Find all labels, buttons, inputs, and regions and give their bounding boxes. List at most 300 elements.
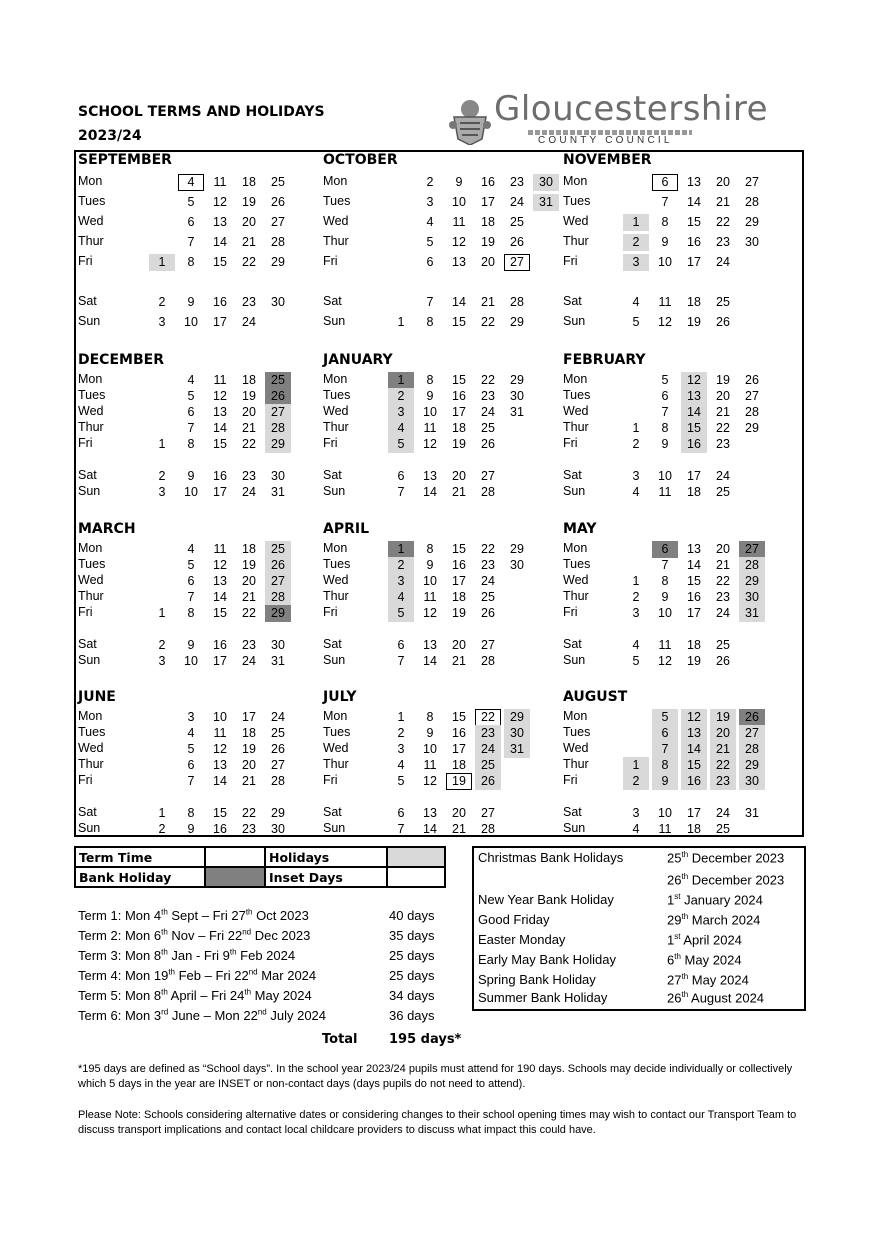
calendar-day: 16 <box>481 175 495 189</box>
calendar-day: 27 <box>265 404 291 421</box>
calendar-day: 1 <box>158 437 166 451</box>
calendar-day: 22 <box>710 757 736 774</box>
bank-holiday-list <box>472 846 806 1011</box>
month-name: APRIL <box>323 521 370 537</box>
weekday-label: Mon <box>563 174 588 188</box>
calendar-day: 4 <box>388 420 414 437</box>
calendar-day: 2 <box>388 388 414 405</box>
calendar-day: 26 <box>510 235 524 249</box>
calendar-day: 7 <box>397 654 405 668</box>
term-row <box>78 968 458 983</box>
calendar-day: 17 <box>687 255 701 269</box>
calendar-day: 9 <box>187 822 195 836</box>
calendar-day: 25 <box>271 726 285 740</box>
calendar-day: 18 <box>452 421 466 435</box>
calendar-day: 31 <box>533 194 559 211</box>
calendar-day: 3 <box>158 315 166 329</box>
calendar-day: 10 <box>658 806 672 820</box>
calendar-day: 8 <box>187 606 195 620</box>
calendar-day: 7 <box>652 741 678 758</box>
month-name: SEPTEMBER <box>78 152 172 168</box>
calendar-day: 4 <box>426 215 434 229</box>
weekday-label: Sat <box>78 637 97 651</box>
weekday-label: Sat <box>323 468 342 482</box>
legend-inset-days-swatch <box>387 867 445 887</box>
calendar-day: 5 <box>187 558 195 572</box>
calendar-day: 12 <box>658 654 672 668</box>
calendar-day: 31 <box>504 741 530 758</box>
term-row <box>78 928 458 943</box>
weekday-label: Thur <box>323 589 349 603</box>
weekday-label: Tues <box>323 194 351 208</box>
calendar-day: 25 <box>716 295 730 309</box>
calendar-day: 15 <box>213 437 227 451</box>
calendar-day: 19 <box>687 315 701 329</box>
weekday-label: Thur <box>563 589 589 603</box>
weekday-label: Thur <box>78 420 104 434</box>
calendar-day: 11 <box>213 175 227 189</box>
calendar-day: 27 <box>481 469 495 483</box>
calendar-day: 18 <box>452 590 466 604</box>
calendar-day: 14 <box>687 558 701 572</box>
school-year: 2023/24 <box>78 128 142 144</box>
weekday-label: Sun <box>323 653 346 667</box>
calendar-day: 14 <box>213 421 227 435</box>
weekday-label: Fri <box>78 254 93 268</box>
calendar-day: 22 <box>716 215 730 229</box>
calendar-day: 16 <box>452 726 466 740</box>
calendar-day: 30 <box>504 725 530 742</box>
calendar-day: 21 <box>716 558 730 572</box>
calendar-day: 15 <box>681 420 707 437</box>
calendar-day: 15 <box>213 255 227 269</box>
calendar-day: 16 <box>681 436 707 453</box>
weekday-label: Sun <box>78 314 101 328</box>
calendar-day: 29 <box>739 573 765 590</box>
calendar-day: 7 <box>426 295 434 309</box>
calendar-day: 4 <box>632 485 640 499</box>
calendar-day: 10 <box>423 405 437 419</box>
calendar-day: 13 <box>687 175 701 189</box>
calendar-day: 20 <box>242 405 256 419</box>
calendar-day: 9 <box>426 726 434 740</box>
weekday-label: Thur <box>563 757 589 771</box>
calendar-day: 8 <box>187 806 195 820</box>
calendar-day: 4 <box>632 638 640 652</box>
calendar-day: 30 <box>271 469 285 483</box>
calendar-day: 23 <box>242 295 256 309</box>
weekday-label: Fri <box>78 436 93 450</box>
calendar-day: 8 <box>187 437 195 451</box>
calendar-day: 29 <box>510 373 524 387</box>
weekday-label: Wed <box>563 214 589 228</box>
weekday-label: Thur <box>323 420 349 434</box>
calendar-day: 10 <box>184 485 198 499</box>
calendar-day: 15 <box>213 806 227 820</box>
calendar-day: 3 <box>623 254 649 271</box>
weekday-label: Tues <box>78 388 106 402</box>
calendar-day: 24 <box>271 710 285 724</box>
legend-holidays-swatch <box>387 847 445 867</box>
calendar-day: 18 <box>242 373 256 387</box>
calendar-day: 9 <box>426 558 434 572</box>
calendar-day: 17 <box>687 469 701 483</box>
calendar-day: 22 <box>481 542 495 556</box>
calendar-day: 6 <box>652 174 678 191</box>
calendar-day: 24 <box>716 606 730 620</box>
calendar-day: 23 <box>510 175 524 189</box>
weekday-label: Fri <box>563 254 578 268</box>
calendar-day: 30 <box>739 773 765 790</box>
calendar-day: 7 <box>187 235 195 249</box>
term-label: Term 2: Mon 6th Nov – Fri 22nd Dec 2023 <box>78 928 311 944</box>
term-row <box>78 908 458 923</box>
calendar-day: 17 <box>213 654 227 668</box>
calendar-day: 5 <box>652 709 678 726</box>
calendar-day: 9 <box>426 389 434 403</box>
calendar-day: 9 <box>187 638 195 652</box>
term-label: Term 5: Mon 8th April – Fri 24th May 2024 <box>78 988 312 1004</box>
calendar-day: 13 <box>452 255 466 269</box>
month-name: NOVEMBER <box>563 152 652 168</box>
bank-holiday-date: 6th May 2024 <box>667 952 742 968</box>
calendar-day: 14 <box>213 590 227 604</box>
calendar-day: 23 <box>242 638 256 652</box>
calendar-day: 16 <box>213 295 227 309</box>
weekday-label: Mon <box>323 709 348 723</box>
weekday-label: Tues <box>323 725 351 739</box>
calendar-day: 16 <box>687 590 701 604</box>
weekday-label: Tues <box>323 557 351 571</box>
bank-holiday-date: 27th May 2024 <box>667 972 749 988</box>
calendar-day: 24 <box>716 255 730 269</box>
weekday-label: Sat <box>323 294 342 308</box>
calendar-day: 19 <box>452 606 466 620</box>
calendar-day: 1 <box>388 541 414 558</box>
calendar-day: 17 <box>452 742 466 756</box>
term-days: 36 days <box>389 1008 435 1023</box>
total-days: 195 days* <box>389 1032 462 1047</box>
calendar-day: 27 <box>504 254 530 271</box>
calendar-day: 22 <box>242 606 256 620</box>
calendar-day: 28 <box>271 235 285 249</box>
calendar-day: 16 <box>452 389 466 403</box>
total-label: Total <box>322 1032 358 1047</box>
legend-term-time-label: Term Time <box>75 847 205 867</box>
calendar-day: 16 <box>213 469 227 483</box>
calendar-day: 31 <box>271 485 285 499</box>
term-label: Term 3: Mon 8th Jan - Fri 9th Feb 2024 <box>78 948 296 964</box>
term-row <box>78 1008 458 1023</box>
bank-holiday-name: New Year Bank Holiday <box>478 892 614 907</box>
calendar-day: 7 <box>187 590 195 604</box>
weekday-label: Tues <box>563 557 591 571</box>
weekday-label: Sat <box>563 468 582 482</box>
calendar-day: 4 <box>397 758 405 772</box>
calendar-day: 19 <box>446 773 472 790</box>
calendar-day: 16 <box>681 773 707 790</box>
weekday-label: Thur <box>78 589 104 603</box>
calendar-day: 7 <box>187 421 195 435</box>
bank-holiday-row <box>478 972 749 988</box>
calendar-day: 27 <box>481 806 495 820</box>
calendar-day: 11 <box>213 726 227 740</box>
weekday-label: Sun <box>563 653 586 667</box>
council-logo <box>446 89 786 147</box>
calendar-day: 23 <box>481 558 495 572</box>
weekday-label: Tues <box>78 194 106 208</box>
weekday-label: Sun <box>78 821 101 835</box>
calendar-day: 25 <box>716 822 730 836</box>
calendar-day: 26 <box>716 654 730 668</box>
calendar-day: 27 <box>745 389 759 403</box>
weekday-label: Mon <box>78 709 103 723</box>
calendar-day: 25 <box>475 757 501 774</box>
calendar-day: 26 <box>265 557 291 574</box>
calendar-day: 12 <box>213 558 227 572</box>
calendar-day: 20 <box>242 215 256 229</box>
weekday-label: Fri <box>323 436 338 450</box>
calendar-day: 6 <box>187 758 195 772</box>
calendar-day: 9 <box>187 469 195 483</box>
calendar-day: 26 <box>265 388 291 405</box>
calendar-day: 17 <box>687 606 701 620</box>
calendar-day: 6 <box>397 469 405 483</box>
calendar-day: 14 <box>681 741 707 758</box>
calendar-day: 21 <box>716 405 730 419</box>
calendar-day: 19 <box>242 195 256 209</box>
calendar-day: 5 <box>632 315 640 329</box>
calendar-day: 5 <box>397 774 405 788</box>
calendar-day: 2 <box>388 557 414 574</box>
calendar-day: 27 <box>271 215 285 229</box>
calendar-day: 18 <box>687 485 701 499</box>
calendar-day: 24 <box>716 806 730 820</box>
term-days: 25 days <box>389 968 435 983</box>
month-name: JUNE <box>78 689 116 705</box>
weekday-label: Thur <box>563 234 589 248</box>
weekday-label: Mon <box>323 174 348 188</box>
weekday-label: Tues <box>78 725 106 739</box>
calendar-day: 1 <box>632 421 640 435</box>
calendar-day: 13 <box>681 388 707 405</box>
calendar-grid <box>74 150 804 837</box>
calendar-day: 19 <box>242 558 256 572</box>
calendar-day: 2 <box>158 295 166 309</box>
calendar-day: 14 <box>452 295 466 309</box>
calendar-day: 27 <box>745 175 759 189</box>
calendar-day: 7 <box>397 485 405 499</box>
calendar-day: 14 <box>423 654 437 668</box>
calendar-day: 20 <box>716 389 730 403</box>
calendar-day: 28 <box>745 195 759 209</box>
calendar-day: 26 <box>271 195 285 209</box>
month-name: DECEMBER <box>78 352 164 368</box>
calendar-day: 15 <box>452 542 466 556</box>
weekday-label: Fri <box>563 773 578 787</box>
calendar-day: 3 <box>632 469 640 483</box>
bank-holiday-row <box>478 932 742 948</box>
weekday-label: Fri <box>78 773 93 787</box>
weekday-label: Sun <box>323 314 346 328</box>
calendar-day: 21 <box>452 485 466 499</box>
calendar-day: 7 <box>187 774 195 788</box>
footnote: *195 days are defined as “School days”. In the school year 2023/24 pupils must attend for 190 days. Schools may decide individually or collectively which 5 days in the year are INSET or non-contact days (days pupils do not need to attend). <box>78 1063 793 1090</box>
calendar-day: 31 <box>271 654 285 668</box>
weekday-label: Sun <box>78 653 101 667</box>
calendar-day: 20 <box>452 638 466 652</box>
calendar-day: 6 <box>397 638 405 652</box>
weekday-label: Wed <box>563 741 589 755</box>
calendar-day: 6 <box>661 389 669 403</box>
calendar-day: 30 <box>271 638 285 652</box>
bank-holiday-name: Easter Monday <box>478 932 566 947</box>
calendar-day: 13 <box>423 638 437 652</box>
calendar-day: 15 <box>452 710 466 724</box>
calendar-day: 15 <box>687 215 701 229</box>
bank-holiday-row <box>478 892 763 908</box>
calendar-day: 9 <box>187 295 195 309</box>
calendar-day: 21 <box>242 421 256 435</box>
calendar-day: 3 <box>187 710 195 724</box>
calendar-day: 6 <box>652 541 678 558</box>
calendar-day: 27 <box>739 541 765 558</box>
legend-inset-days-label: Inset Days <box>265 867 387 887</box>
calendar-day: 12 <box>213 389 227 403</box>
calendar-day: 30 <box>533 174 559 191</box>
weekday-label: Mon <box>563 372 588 386</box>
calendar-day: 21 <box>710 741 736 758</box>
calendar-day: 1 <box>158 806 166 820</box>
calendar-day: 9 <box>661 590 669 604</box>
weekday-label: Wed <box>323 404 349 418</box>
calendar-day: 28 <box>481 654 495 668</box>
month-name: MAY <box>563 521 597 537</box>
calendar-day: 13 <box>213 758 227 772</box>
calendar-day: 29 <box>510 542 524 556</box>
calendar-day: 23 <box>716 590 730 604</box>
calendar-day: 29 <box>745 421 759 435</box>
bank-holiday-row <box>478 952 742 968</box>
calendar-day: 23 <box>481 389 495 403</box>
calendar-day: 19 <box>242 389 256 403</box>
calendar-day: 24 <box>242 315 256 329</box>
logo-wordmark: Gloucestershire <box>494 89 769 129</box>
calendar-day: 22 <box>716 421 730 435</box>
calendar-day: 2 <box>158 822 166 836</box>
calendar-day: 11 <box>213 373 227 387</box>
calendar-day: 27 <box>739 725 765 742</box>
calendar-day: 21 <box>452 822 466 836</box>
calendar-day: 5 <box>388 436 414 453</box>
calendar-day: 26 <box>745 373 759 387</box>
weekday-label: Sun <box>78 484 101 498</box>
calendar-day: 2 <box>397 726 405 740</box>
weekday-label: Wed <box>78 214 104 228</box>
calendar-day: 20 <box>452 469 466 483</box>
calendar-day: 28 <box>481 822 495 836</box>
calendar-day: 12 <box>452 235 466 249</box>
weekday-label: Fri <box>563 436 578 450</box>
weekday-label: Fri <box>323 605 338 619</box>
calendar-day: 10 <box>423 742 437 756</box>
calendar-day: 25 <box>271 175 285 189</box>
calendar-day: 10 <box>184 315 198 329</box>
calendar-day: 13 <box>213 574 227 588</box>
calendar-day: 17 <box>452 574 466 588</box>
calendar-day: 16 <box>213 822 227 836</box>
weekday-label: Mon <box>78 174 103 188</box>
weekday-label: Fri <box>78 605 93 619</box>
calendar-day: 8 <box>426 542 434 556</box>
calendar-day: 14 <box>213 774 227 788</box>
weekday-label: Wed <box>563 573 589 587</box>
calendar-day: 10 <box>658 606 672 620</box>
calendar-day: 12 <box>423 774 437 788</box>
calendar-day: 1 <box>632 574 640 588</box>
calendar-day: 1 <box>149 254 175 271</box>
calendar-day: 5 <box>187 742 195 756</box>
calendar-day: 27 <box>271 758 285 772</box>
calendar-day: 2 <box>632 590 640 604</box>
weekday-label: Sun <box>323 484 346 498</box>
weekday-label: Mon <box>323 372 348 386</box>
calendar-day: 14 <box>213 235 227 249</box>
calendar-day: 2 <box>632 437 640 451</box>
calendar-day: 18 <box>687 638 701 652</box>
calendar-day: 5 <box>632 654 640 668</box>
calendar-day: 13 <box>681 725 707 742</box>
calendar-day: 16 <box>687 235 701 249</box>
calendar-day: 1 <box>623 757 649 774</box>
calendar-day: 25 <box>510 215 524 229</box>
calendar-day: 4 <box>187 373 195 387</box>
calendar-day: 24 <box>510 195 524 209</box>
calendar-day: 29 <box>271 806 285 820</box>
calendar-day: 8 <box>426 710 434 724</box>
calendar-day: 25 <box>265 541 291 558</box>
weekday-label: Fri <box>323 254 338 268</box>
logo-subtitle: COUNTY COUNCIL <box>538 135 673 146</box>
calendar-day: 6 <box>397 806 405 820</box>
bank-holiday-date: 25th December 2023 <box>667 850 785 866</box>
calendar-day: 18 <box>242 726 256 740</box>
calendar-day: 16 <box>452 558 466 572</box>
calendar-day: 19 <box>452 437 466 451</box>
calendar-day: 12 <box>681 709 707 726</box>
calendar-day: 11 <box>658 295 672 309</box>
term-days: 40 days <box>389 908 435 923</box>
weekday-label: Tues <box>563 194 591 208</box>
calendar-day: 19 <box>710 709 736 726</box>
calendar-day: 3 <box>426 195 434 209</box>
calendar-day: 3 <box>632 806 640 820</box>
calendar-day: 10 <box>452 195 466 209</box>
calendar-day: 15 <box>452 373 466 387</box>
calendar-day: 21 <box>716 195 730 209</box>
calendar-day: 19 <box>242 742 256 756</box>
calendar-day: 28 <box>739 557 765 574</box>
calendar-day: 25 <box>716 485 730 499</box>
weekday-label: Tues <box>78 557 106 571</box>
calendar-day: 1 <box>158 606 166 620</box>
calendar-day: 8 <box>652 757 678 774</box>
calendar-day: 4 <box>187 726 195 740</box>
calendar-day: 14 <box>423 485 437 499</box>
calendar-day: 5 <box>187 389 195 403</box>
weekday-label: Sun <box>323 821 346 835</box>
month-name: OCTOBER <box>323 152 398 168</box>
